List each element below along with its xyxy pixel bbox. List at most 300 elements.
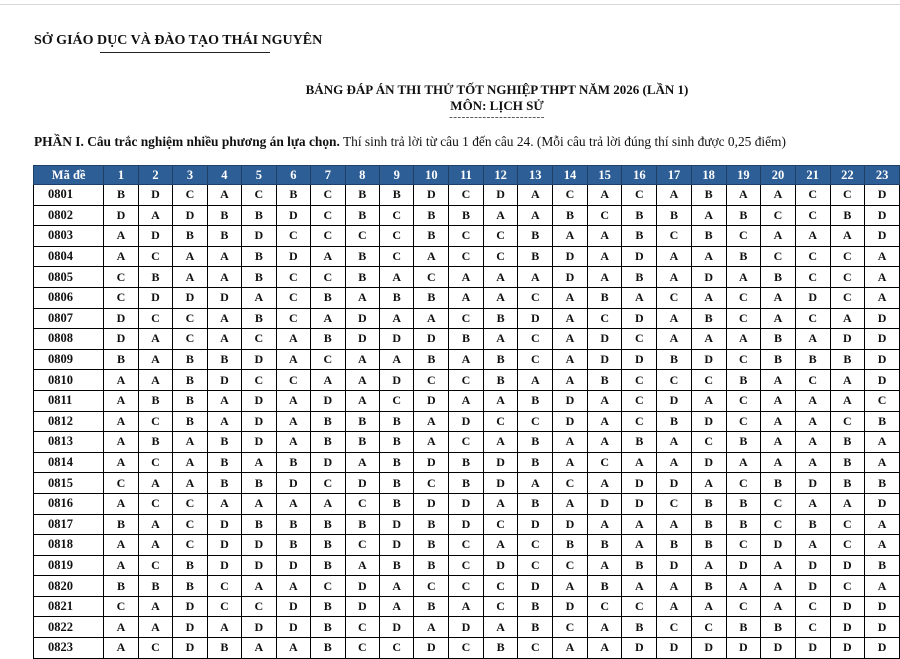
- answer-cell: D: [449, 514, 484, 535]
- title-divider: -----------------------: [449, 111, 545, 123]
- answer-cell: A: [207, 185, 241, 206]
- answer-cell: C: [830, 246, 865, 267]
- table-row: [34, 349, 900, 370]
- table-row: [34, 432, 900, 453]
- answer-cell: D: [414, 329, 449, 350]
- answer-key-table: [33, 165, 900, 659]
- answer-cell: A: [553, 493, 588, 514]
- answer-cell: C: [380, 226, 414, 247]
- answer-cell: C: [483, 596, 518, 617]
- answer-cell: D: [795, 638, 830, 659]
- answer-cell: D: [207, 555, 241, 576]
- answer-cell: D: [865, 329, 900, 350]
- answer-cell: A: [345, 555, 379, 576]
- answer-cell: B: [657, 349, 692, 370]
- answer-cell: A: [173, 246, 207, 267]
- answer-cell: B: [691, 226, 726, 247]
- page-top-edge: [0, 4, 900, 5]
- answer-cell: B: [173, 226, 207, 247]
- answer-cell: B: [691, 535, 726, 556]
- answer-cell: A: [104, 555, 138, 576]
- answer-cell: A: [104, 370, 138, 391]
- answer-cell: D: [483, 185, 518, 206]
- answer-cell: D: [553, 411, 588, 432]
- answer-cell: D: [865, 638, 900, 659]
- answer-cell: C: [138, 411, 172, 432]
- answer-cell: C: [173, 329, 207, 350]
- answer-cell: B: [726, 514, 761, 535]
- answer-cell: C: [795, 617, 830, 638]
- answer-cell: B: [207, 452, 241, 473]
- answer-cell: B: [795, 349, 830, 370]
- answer-cell: B: [242, 308, 276, 329]
- table-row: [34, 473, 900, 494]
- table-row: [34, 390, 900, 411]
- answer-cell: B: [449, 205, 484, 226]
- answer-cell: A: [518, 185, 553, 206]
- answer-cell: C: [276, 226, 310, 247]
- answer-cell: C: [587, 205, 622, 226]
- answer-cell: D: [865, 226, 900, 247]
- answer-cell: D: [173, 287, 207, 308]
- answer-cell: C: [726, 308, 761, 329]
- answer-cell: D: [345, 308, 379, 329]
- answer-cell: D: [830, 555, 865, 576]
- answer-cell: A: [657, 514, 692, 535]
- answer-cell: D: [587, 349, 622, 370]
- table-row: [34, 514, 900, 535]
- exam-code-cell: 0808: [34, 329, 104, 350]
- exam-code-cell: 0802: [34, 205, 104, 226]
- answer-cell: A: [345, 370, 379, 391]
- answer-cell: C: [553, 617, 588, 638]
- answer-cell: D: [795, 287, 830, 308]
- answer-cell: A: [587, 432, 622, 453]
- answer-cell: D: [345, 473, 379, 494]
- answer-cell: A: [380, 349, 414, 370]
- answer-cell: A: [795, 432, 830, 453]
- answer-cell: A: [138, 349, 172, 370]
- answer-cell: D: [622, 349, 657, 370]
- answer-cell: C: [104, 596, 138, 617]
- answer-cell: D: [761, 638, 796, 659]
- exam-code-cell: 0811: [34, 390, 104, 411]
- answer-cell: D: [138, 185, 172, 206]
- answer-cell: C: [173, 514, 207, 535]
- answer-cell: B: [242, 514, 276, 535]
- answer-cell: B: [726, 432, 761, 453]
- answer-cell: A: [449, 349, 484, 370]
- answer-cell: A: [345, 349, 379, 370]
- answer-cell: C: [657, 370, 692, 391]
- table-row: [34, 267, 900, 288]
- table-row: [34, 576, 900, 597]
- answer-cell: C: [207, 596, 241, 617]
- table-row: [34, 205, 900, 226]
- answer-cell: C: [276, 267, 310, 288]
- answer-cell: A: [865, 576, 900, 597]
- answer-cell: D: [865, 308, 900, 329]
- answer-cell: C: [518, 329, 553, 350]
- answer-cell: D: [138, 226, 172, 247]
- answer-cell: C: [449, 370, 484, 391]
- header-question-13: 13: [518, 166, 553, 185]
- answer-cell: C: [242, 370, 276, 391]
- table-row: [34, 370, 900, 391]
- answer-cell: D: [691, 411, 726, 432]
- answer-cell: B: [414, 287, 449, 308]
- answer-cell: B: [622, 226, 657, 247]
- header-question-12: 12: [483, 166, 518, 185]
- answer-cell: D: [518, 308, 553, 329]
- answer-cell: C: [173, 185, 207, 206]
- header-exam-code: Mã đề: [34, 166, 104, 185]
- answer-cell: B: [691, 576, 726, 597]
- answer-cell: A: [761, 390, 796, 411]
- answer-cell: D: [830, 638, 865, 659]
- table-header-row: [34, 166, 900, 185]
- answer-cell: A: [104, 226, 138, 247]
- exam-code-cell: 0813: [34, 432, 104, 453]
- answer-cell: B: [414, 349, 449, 370]
- answer-cell: A: [657, 596, 692, 617]
- answer-cell: B: [173, 555, 207, 576]
- answer-cell: A: [830, 493, 865, 514]
- exam-code-cell: 0819: [34, 555, 104, 576]
- answer-cell: C: [657, 287, 692, 308]
- answer-cell: D: [104, 329, 138, 350]
- answer-cell: C: [830, 535, 865, 556]
- answer-cell: C: [138, 493, 172, 514]
- answer-cell: C: [311, 349, 345, 370]
- answer-cell: D: [449, 493, 484, 514]
- answer-cell: C: [276, 370, 310, 391]
- answer-cell: A: [726, 452, 761, 473]
- answer-cell: B: [518, 452, 553, 473]
- answer-cell: A: [138, 370, 172, 391]
- answer-cell: D: [483, 473, 518, 494]
- answer-cell: A: [795, 493, 830, 514]
- answer-cell: A: [414, 246, 449, 267]
- answer-cell: A: [587, 555, 622, 576]
- answer-cell: B: [518, 432, 553, 453]
- answer-cell: B: [173, 370, 207, 391]
- answer-cell: C: [518, 349, 553, 370]
- answer-cell: B: [414, 535, 449, 556]
- answer-cell: D: [830, 617, 865, 638]
- answer-cell: C: [518, 638, 553, 659]
- answer-cell: A: [657, 267, 692, 288]
- answer-cell: B: [518, 226, 553, 247]
- answer-cell: A: [657, 452, 692, 473]
- answer-cell: A: [795, 226, 830, 247]
- answer-cell: C: [138, 638, 172, 659]
- table-row: [34, 185, 900, 206]
- answer-cell: A: [483, 287, 518, 308]
- answer-cell: C: [345, 535, 379, 556]
- answer-cell: D: [242, 411, 276, 432]
- answer-cell: C: [483, 576, 518, 597]
- header-question-1: 1: [104, 166, 138, 185]
- answer-cell: A: [830, 390, 865, 411]
- answer-cell: A: [830, 308, 865, 329]
- answer-cell: B: [830, 452, 865, 473]
- answer-cell: A: [587, 185, 622, 206]
- answer-cell: C: [553, 473, 588, 494]
- answer-cell: A: [483, 493, 518, 514]
- answer-cell: A: [449, 287, 484, 308]
- answer-cell: D: [761, 535, 796, 556]
- answer-cell: A: [553, 349, 588, 370]
- answer-cell: D: [553, 596, 588, 617]
- answer-cell: A: [795, 411, 830, 432]
- answer-cell: B: [380, 185, 414, 206]
- answer-cell: B: [380, 452, 414, 473]
- answer-cell: C: [311, 576, 345, 597]
- answer-cell: A: [691, 205, 726, 226]
- answer-cell: C: [795, 596, 830, 617]
- answer-cell: B: [518, 617, 553, 638]
- answer-cell: A: [865, 246, 900, 267]
- section-instructions: Thí sinh trả lời từ câu 1 đến câu 24. (Mỗi câu trả lời đúng thí sinh được 0,25 điểm): [339, 134, 786, 149]
- answer-cell: A: [691, 596, 726, 617]
- answer-cell: D: [242, 390, 276, 411]
- answer-cell: D: [242, 349, 276, 370]
- answer-cell: A: [138, 617, 172, 638]
- answer-cell: C: [622, 411, 657, 432]
- answer-cell: D: [483, 452, 518, 473]
- answer-cell: A: [483, 432, 518, 453]
- answer-cell: D: [830, 329, 865, 350]
- answer-cell: A: [242, 638, 276, 659]
- answer-cell: C: [518, 555, 553, 576]
- answer-cell: B: [726, 617, 761, 638]
- exam-code-cell: 0804: [34, 246, 104, 267]
- answer-cell: A: [345, 287, 379, 308]
- answer-cell: D: [345, 329, 379, 350]
- answer-cell: C: [380, 638, 414, 659]
- answer-cell: B: [726, 493, 761, 514]
- answer-cell: B: [345, 185, 379, 206]
- answer-cell: A: [553, 287, 588, 308]
- answer-cell: A: [795, 329, 830, 350]
- answer-cell: B: [173, 390, 207, 411]
- answer-cell: C: [622, 370, 657, 391]
- answer-cell: C: [726, 390, 761, 411]
- answer-cell: A: [587, 638, 622, 659]
- answer-cell: C: [518, 411, 553, 432]
- answer-cell: B: [865, 411, 900, 432]
- answer-cell: C: [657, 226, 692, 247]
- answer-cell: B: [587, 576, 622, 597]
- answer-cell: A: [761, 576, 796, 597]
- answer-cell: B: [691, 308, 726, 329]
- answer-cell: A: [553, 226, 588, 247]
- answer-cell: A: [242, 452, 276, 473]
- answer-cell: B: [242, 267, 276, 288]
- answer-cell: A: [518, 267, 553, 288]
- answer-cell: A: [345, 390, 379, 411]
- answer-cell: A: [138, 596, 172, 617]
- exam-code-cell: 0807: [34, 308, 104, 329]
- answer-cell: B: [761, 329, 796, 350]
- answer-cell: A: [207, 329, 241, 350]
- answer-cell: A: [276, 638, 310, 659]
- exam-code-cell: 0810: [34, 370, 104, 391]
- header-question-8: 8: [345, 166, 379, 185]
- answer-cell: A: [380, 596, 414, 617]
- answer-cell: A: [380, 267, 414, 288]
- answer-cell: B: [380, 432, 414, 453]
- answer-cell: B: [691, 185, 726, 206]
- answer-cell: A: [311, 370, 345, 391]
- answer-cell: B: [138, 432, 172, 453]
- answer-cell: D: [414, 390, 449, 411]
- header-question-2: 2: [138, 166, 172, 185]
- answer-cell: C: [691, 370, 726, 391]
- answer-cell: A: [830, 370, 865, 391]
- answer-cell: D: [691, 638, 726, 659]
- answer-cell: D: [553, 267, 588, 288]
- department-underline: [100, 52, 270, 53]
- answer-cell: B: [311, 555, 345, 576]
- answer-cell: C: [276, 287, 310, 308]
- answer-cell: D: [173, 596, 207, 617]
- answer-cell: A: [657, 576, 692, 597]
- answer-cell: A: [276, 349, 310, 370]
- answer-cell: D: [449, 617, 484, 638]
- answer-cell: A: [414, 617, 449, 638]
- answer-cell: A: [587, 473, 622, 494]
- answer-cell: C: [449, 246, 484, 267]
- answer-cell: A: [173, 473, 207, 494]
- answer-cell: A: [691, 246, 726, 267]
- answer-cell: C: [761, 514, 796, 535]
- answer-cell: A: [104, 452, 138, 473]
- answer-cell: B: [276, 535, 310, 556]
- answer-cell: B: [242, 205, 276, 226]
- answer-cell: A: [622, 452, 657, 473]
- answer-cell: B: [207, 638, 241, 659]
- answer-cell: B: [657, 205, 692, 226]
- answer-cell: A: [414, 308, 449, 329]
- answer-cell: C: [173, 535, 207, 556]
- answer-cell: C: [622, 390, 657, 411]
- exam-code-cell: 0820: [34, 576, 104, 597]
- answer-cell: B: [622, 205, 657, 226]
- header-question-10: 10: [414, 166, 449, 185]
- answer-cell: C: [242, 329, 276, 350]
- answer-cell: A: [483, 329, 518, 350]
- answer-cell: A: [207, 308, 241, 329]
- answer-cell: B: [726, 246, 761, 267]
- answer-cell: C: [380, 390, 414, 411]
- answer-cell: B: [345, 411, 379, 432]
- answer-cell: A: [553, 370, 588, 391]
- answer-cell: A: [587, 411, 622, 432]
- answer-cell: B: [207, 432, 241, 453]
- exam-code-cell: 0806: [34, 287, 104, 308]
- answer-cell: A: [691, 390, 726, 411]
- answer-cell: B: [622, 267, 657, 288]
- answer-cell: D: [414, 638, 449, 659]
- answer-cell: A: [276, 329, 310, 350]
- answer-cell: C: [761, 205, 796, 226]
- answer-cell: C: [726, 287, 761, 308]
- answer-cell: C: [830, 185, 865, 206]
- answer-cell: B: [761, 349, 796, 370]
- answer-cell: D: [380, 329, 414, 350]
- answer-cell: D: [726, 638, 761, 659]
- answer-cell: A: [276, 432, 310, 453]
- header-question-5: 5: [242, 166, 276, 185]
- answer-cell: C: [173, 308, 207, 329]
- answer-cell: D: [311, 452, 345, 473]
- answer-cell: D: [657, 638, 692, 659]
- answer-cell: B: [414, 226, 449, 247]
- exam-code-cell: 0812: [34, 411, 104, 432]
- answer-cell: D: [242, 617, 276, 638]
- answer-cell: C: [795, 185, 830, 206]
- answer-cell: B: [207, 473, 241, 494]
- answer-cell: A: [761, 226, 796, 247]
- answer-cell: A: [726, 267, 761, 288]
- answer-cell: B: [795, 514, 830, 535]
- answer-cell: B: [380, 555, 414, 576]
- answer-cell: A: [414, 411, 449, 432]
- answer-cell: C: [761, 493, 796, 514]
- answer-cell: B: [622, 432, 657, 453]
- answer-cell: C: [518, 287, 553, 308]
- answer-cell: D: [276, 555, 310, 576]
- answer-cell: D: [657, 390, 692, 411]
- answer-cell: D: [691, 349, 726, 370]
- header-question-14: 14: [553, 166, 588, 185]
- answer-cell: A: [587, 617, 622, 638]
- answer-cell: A: [865, 267, 900, 288]
- header-question-20: 20: [761, 166, 796, 185]
- answer-cell: C: [865, 390, 900, 411]
- answer-cell: B: [761, 473, 796, 494]
- answer-cell: D: [242, 535, 276, 556]
- answer-cell: A: [207, 617, 241, 638]
- answer-cell: B: [518, 596, 553, 617]
- answer-cell: A: [414, 432, 449, 453]
- answer-cell: D: [865, 493, 900, 514]
- answer-cell: C: [726, 473, 761, 494]
- header-question-7: 7: [311, 166, 345, 185]
- answer-cell: A: [553, 432, 588, 453]
- answer-cell: C: [691, 617, 726, 638]
- answer-cell: C: [795, 370, 830, 391]
- header-question-22: 22: [830, 166, 865, 185]
- answer-cell: A: [207, 246, 241, 267]
- answer-cell: C: [104, 267, 138, 288]
- answer-cell: D: [276, 596, 310, 617]
- answer-cell: A: [691, 329, 726, 350]
- table-row: [34, 596, 900, 617]
- answer-cell: D: [173, 617, 207, 638]
- answer-cell: B: [104, 514, 138, 535]
- answer-cell: C: [207, 576, 241, 597]
- answer-cell: D: [795, 555, 830, 576]
- answer-cell: A: [657, 329, 692, 350]
- answer-cell: A: [483, 535, 518, 556]
- table-row: [34, 555, 900, 576]
- answer-cell: C: [726, 226, 761, 247]
- answer-cell: A: [104, 638, 138, 659]
- answer-cell: B: [518, 493, 553, 514]
